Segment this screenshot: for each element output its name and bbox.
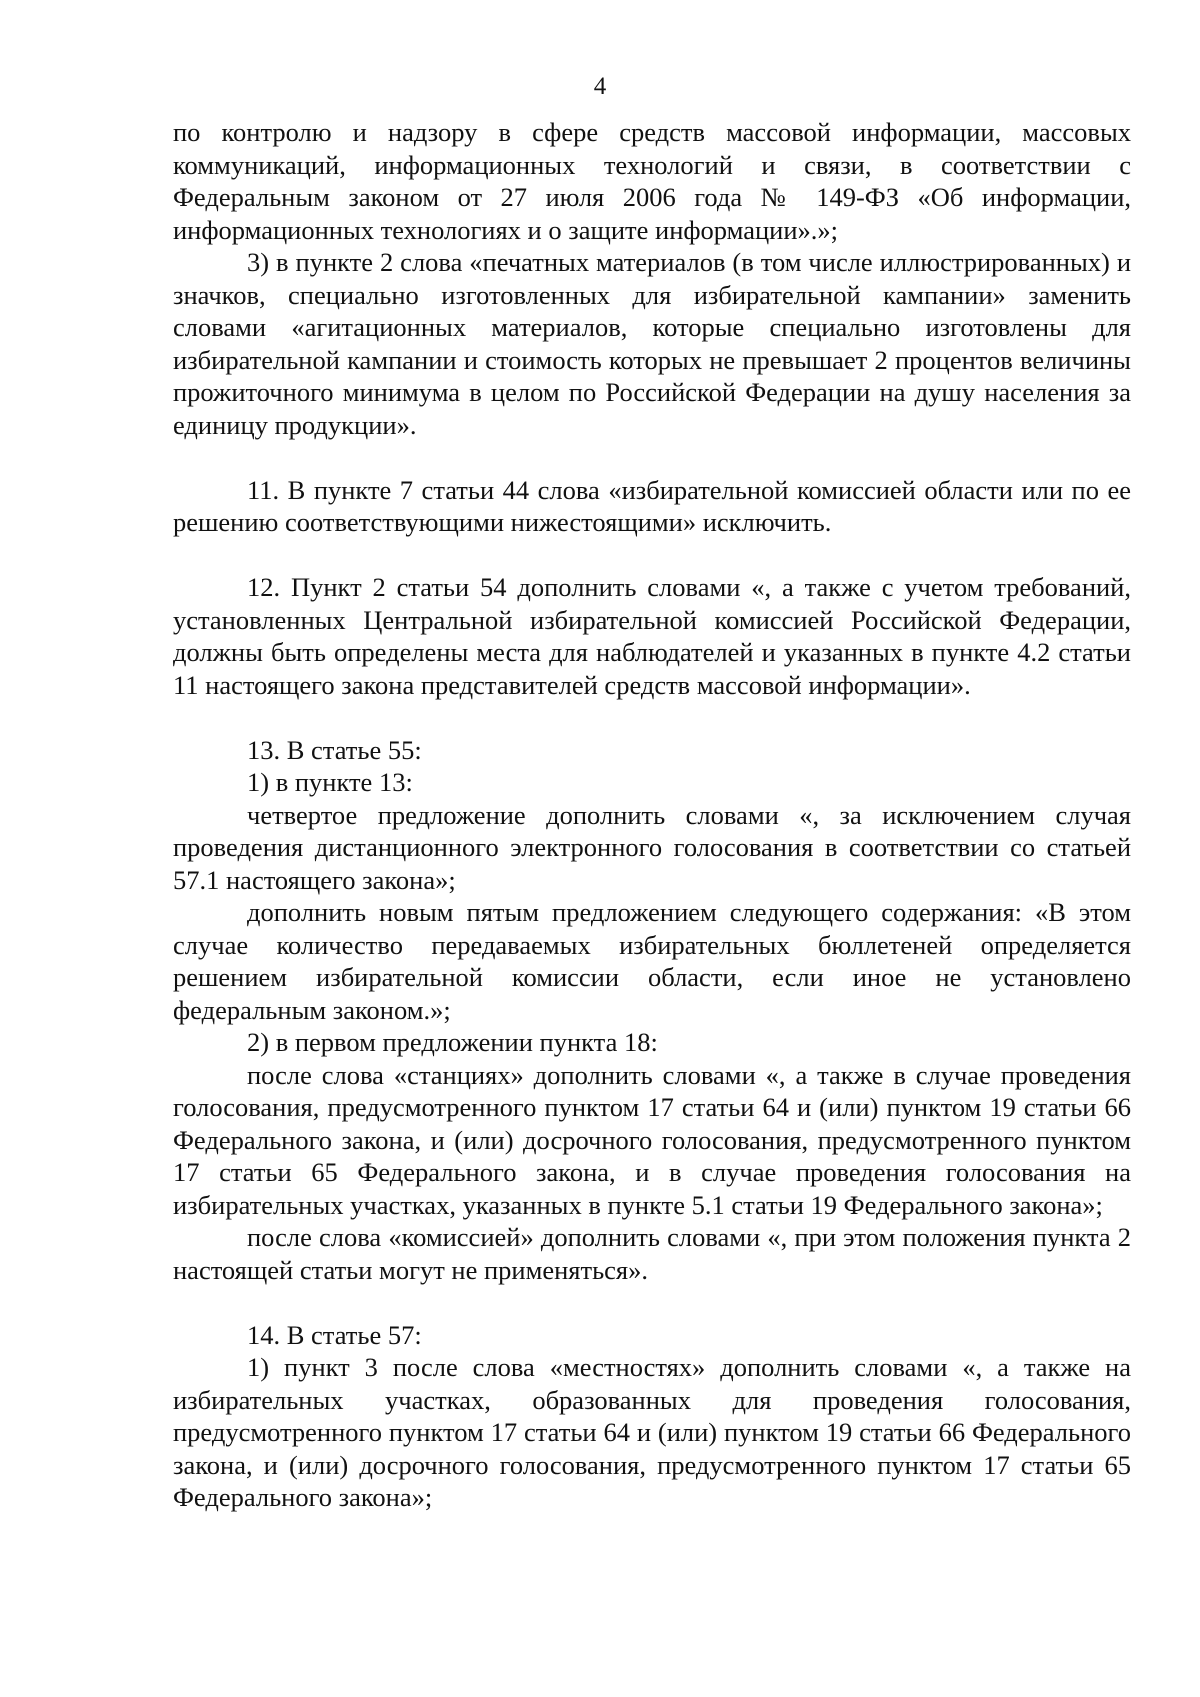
paragraph-section-14-heading: 14. В статье 57: (247, 1319, 422, 1350)
paragraph-section-13-item-2-b: после слова «комиссией» дополнить словами «, при этом положения пункта 2 настоящей статьи могут не применяться». (173, 1222, 1131, 1285)
paragraph-section-13-item-1-a: четвертое предложение дополнить словами «, за исключением случая проведения дистанционного электронного голосования в соответствии со статьей 57.1 настоящего закона»; (173, 799, 1131, 895)
paragraph-section-13-item-1-b: дополнить новым пятым предложением следующего содержания: «В этом случае количество передаваемых избирательных бюллетеней определяется решением избирательной комиссии области, если иное не установлено федеральным законом.»; (173, 897, 1131, 1025)
paragraph-section-13-heading: 13. В статье 55: (247, 734, 422, 765)
paragraph-section-13-item-2-a: после слова «станциях» дополнить словами «, а также в случае проведения голосования, предусмотренного пунктом 17 статьи 64 и (или) пунктом 19 статьи 66 Федерального закона, и (или) досрочного голосования, предусмотренного пунктом 17 статьи 65 Федерального закона, и в случае проведения голосования на избирательных участках, указанных в пункте 5.1 статьи 19 Федерального закона»; (173, 1059, 1131, 1220)
paragraph-section-13-item-2: 2) в первом предложении пункта 18: (247, 1027, 658, 1057)
document-body (173, 116, 1131, 1514)
paragraph-continuation: по контролю и надзору в сфере средств массовой информации, массовых коммуникаций, информационных технологий и связи, в соответствии с Федеральным законом от 27 июля 2006 года № 149-ФЗ «Об информации, информационных технологиях и о защите информации».»; (173, 117, 1131, 245)
paragraph-section-13-item-1: 1) в пункте 13: (247, 767, 413, 797)
paragraph-item-3: 3) в пункте 2 слова «печатных материалов (в том числе иллюстрированных) и значков, специально изготовленных для избирательной кампании» заменить словами «агитационных материалов, которые специально изготовлены для избирательной кампании и стоимость которых не превышает 2 процентов величины прожиточного минимума в целом по Российской Федерации на душу населения за единицу продукции». (173, 247, 1131, 440)
paragraph-section-11: 11. В пункте 7 статьи 44 слова «избирательной комиссией области или по ее решению соответствующими нижестоящими» исключить. (173, 474, 1131, 537)
paragraph-section-12: 12. Пункт 2 статьи 54 дополнить словами «, а также с учетом требований, установленных Центральной избирательной комиссией Российской Федерации, должны быть определены места для наблюдателей и указанных в пункте 4.2 статьи 11 настоящего закона представителей средств массовой информации». (173, 572, 1131, 700)
paragraph-section-14-item-1: 1) пункт 3 после слова «местностях» дополнить словами «, а также на избирательных участках, образованных для проведения голосования, предусмотренного пунктом 17 статьи 64 и (или) пунктом 19 статьи 66 Федерального закона, и (или) досрочного голосования, предусмотренного пунктом 17 статьи 65 Федерального закона»; (173, 1352, 1131, 1512)
page-number: 4 (593, 73, 607, 100)
